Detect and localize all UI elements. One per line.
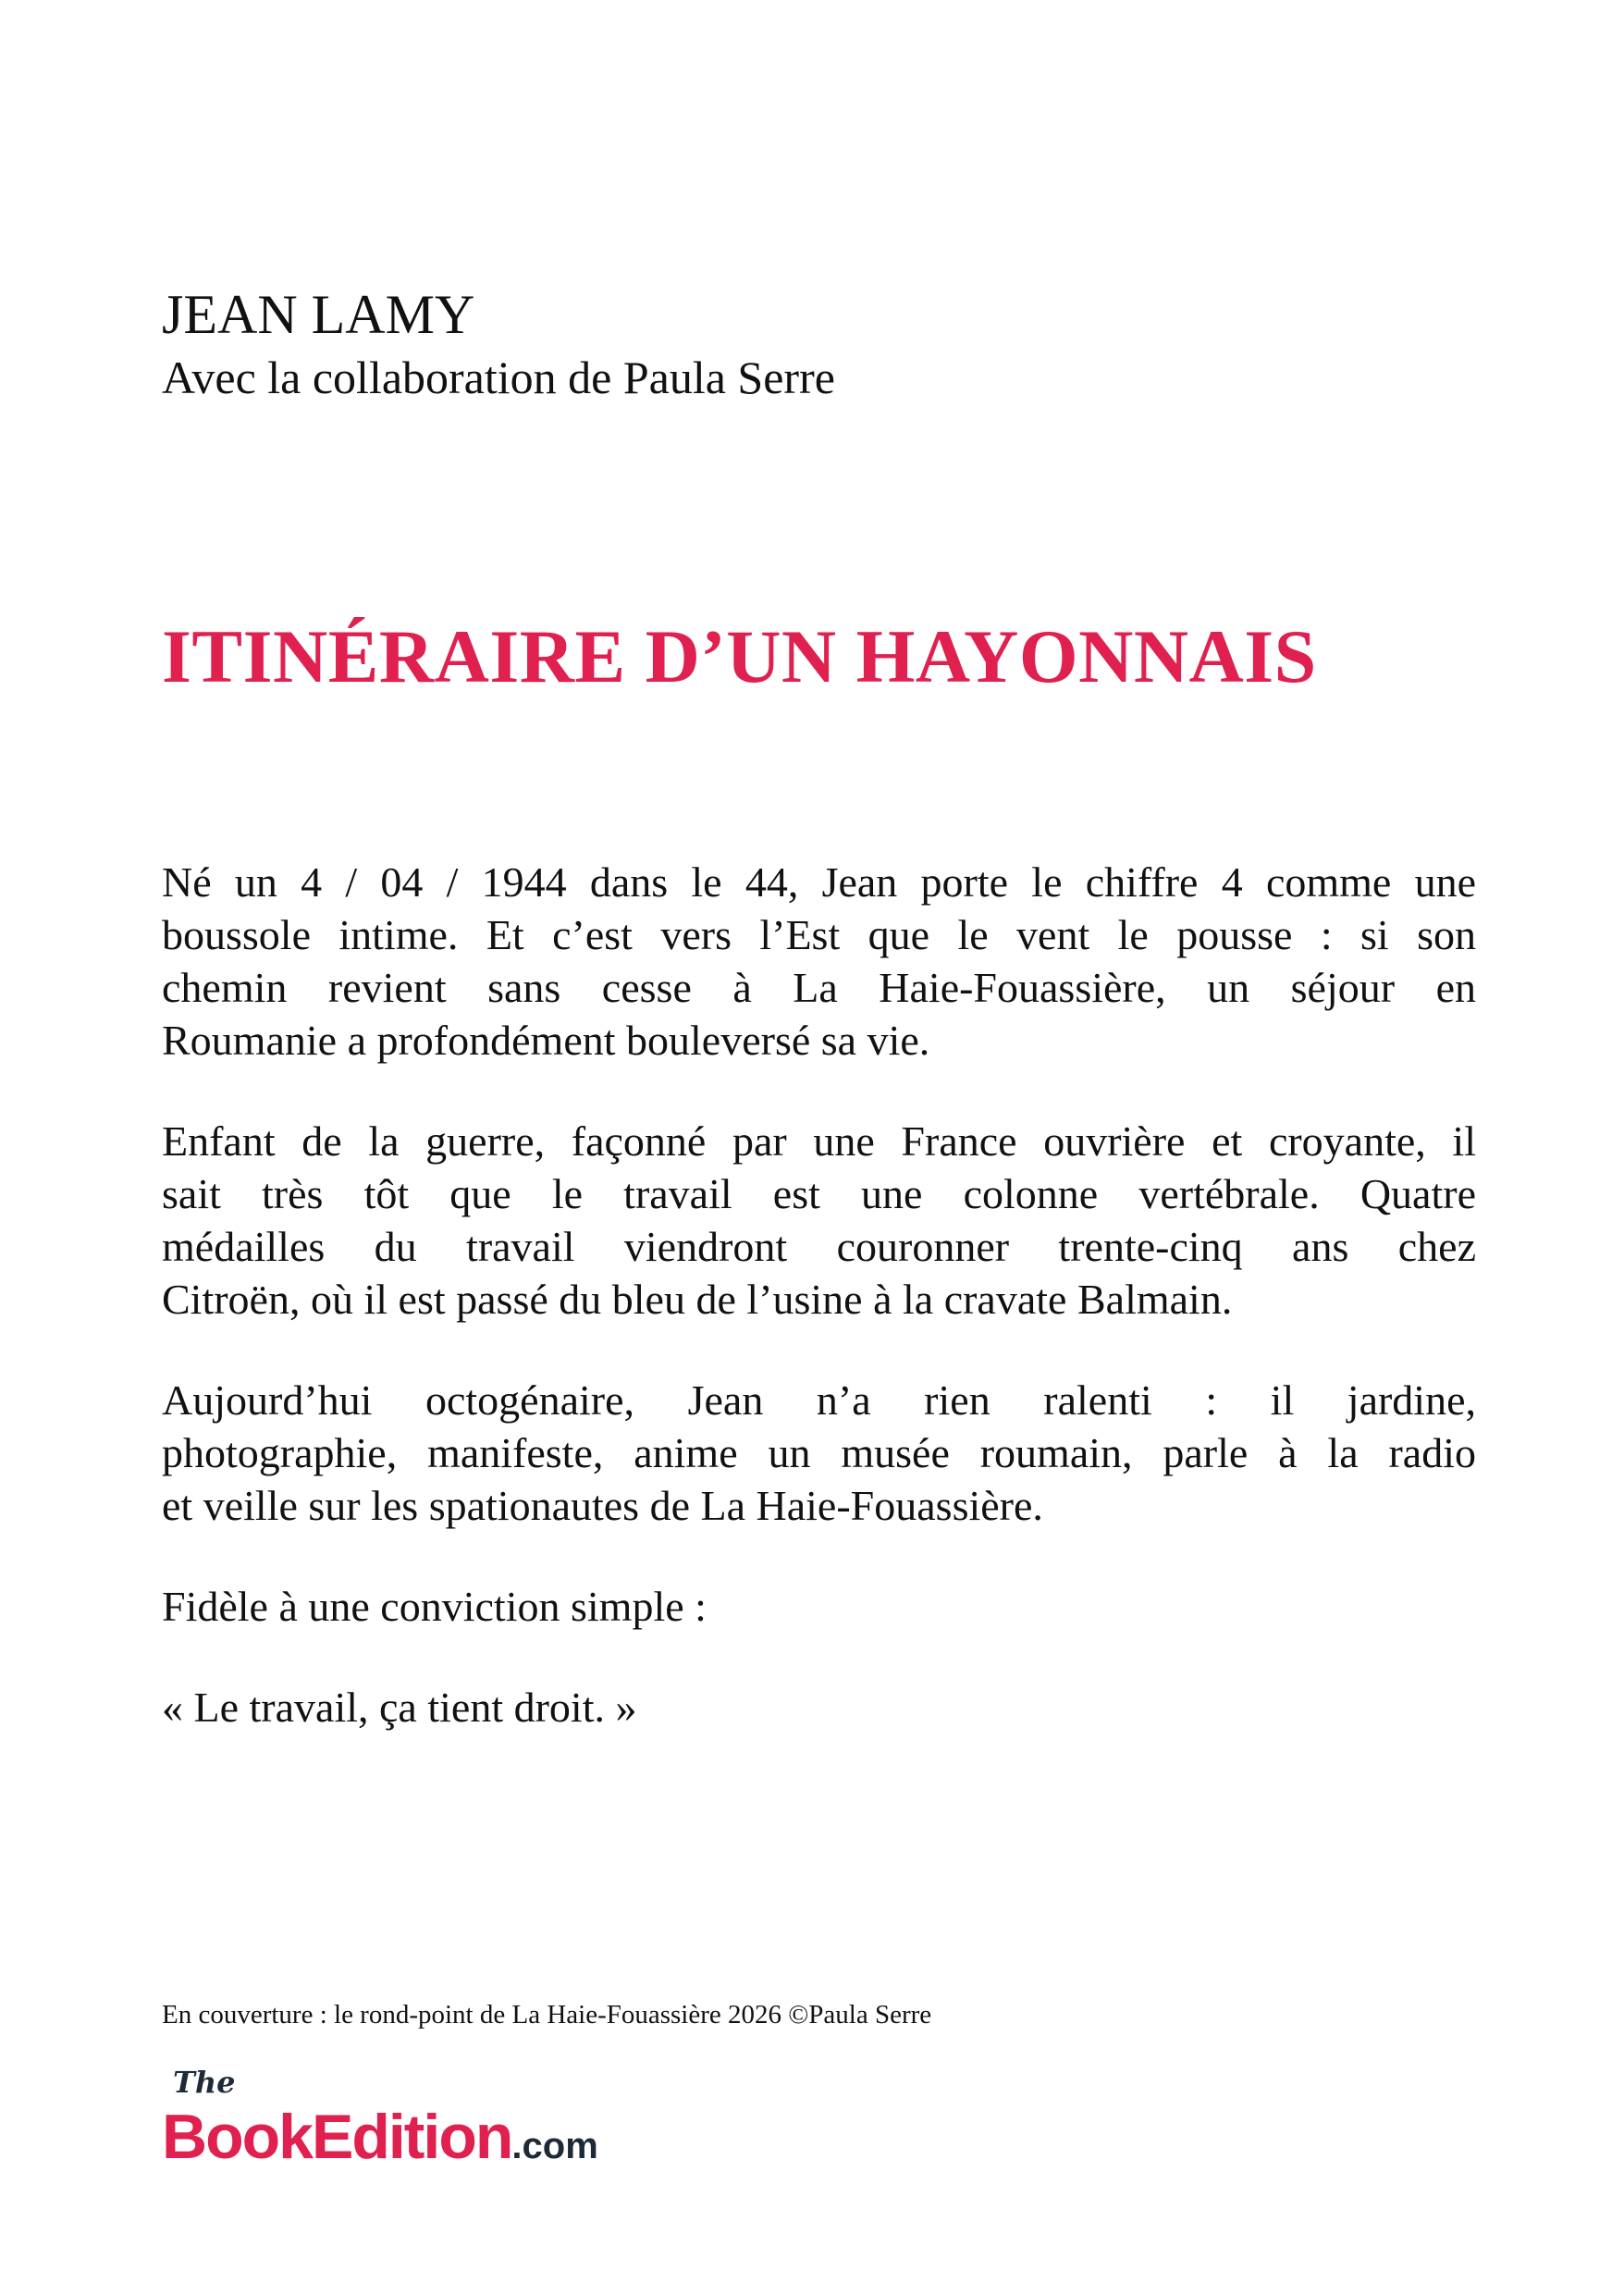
text-line: Aujourd’hui octogénaire, Jean n’a rien ralenti : il jardine, — [162, 1376, 1476, 1424]
blurb-text — [162, 856, 1476, 1782]
paragraph — [162, 1681, 1476, 1734]
text-line: Fidèle à une conviction simple : — [162, 1583, 707, 1630]
logo-wordmark — [162, 2104, 598, 2170]
publisher-logo — [162, 2065, 643, 2176]
paragraph — [162, 1374, 1476, 1532]
text-line: boussole intime. Et c’est vers l’Est que le vent le pousse : si son — [162, 911, 1476, 958]
text-line: Enfant de la guerre, façonné par une France ouvrière et croyante, il — [162, 1117, 1476, 1165]
text-line: photographie, manifeste, anime un musée roumain, parle à la radio — [162, 1429, 1476, 1476]
text-line: médailles du travail viendront couronner trente-cinq ans chez — [162, 1223, 1476, 1270]
logo-the: The — [173, 2065, 236, 2100]
paragraph — [162, 1580, 1476, 1633]
paragraph — [162, 1115, 1476, 1326]
book-title: ITINÉRAIRE D’UN HAYONNAIS — [162, 614, 1317, 698]
cover-caption: En couverture : le rond-point de La Haie-Fouassière 2026 ©Paula Serre — [162, 2000, 932, 2030]
text-line: « Le travail, ça tient droit. » — [162, 1684, 637, 1731]
logo-wordmark-suffix: .com — [511, 2126, 598, 2166]
text-line: sait très tôt que le travail est une colonne vertébrale. Quatre — [162, 1170, 1476, 1217]
author-name: JEAN LAMY — [162, 284, 475, 345]
text-line: Roumanie a profondément bouleversé sa vie. — [162, 1017, 930, 1064]
logo-wordmark-main: BookEdition — [162, 2102, 512, 2172]
text-line: et veille sur les spationautes de La Haie-Fouassière. — [162, 1482, 1043, 1529]
collaboration-credit: Avec la collaboration de Paula Serre — [162, 352, 835, 403]
text-line: chemin revient sans cesse à La Haie-Fouassière, un séjour en — [162, 964, 1476, 1011]
text-line: Citroën, où il est passé du bleu de l’usine à la cravate Balmain. — [162, 1276, 1233, 1323]
paragraph — [162, 856, 1476, 1067]
text-line: Né un 4 / 04 / 1944 dans le 44, Jean porte le chiffre 4 comme une — [162, 858, 1476, 906]
